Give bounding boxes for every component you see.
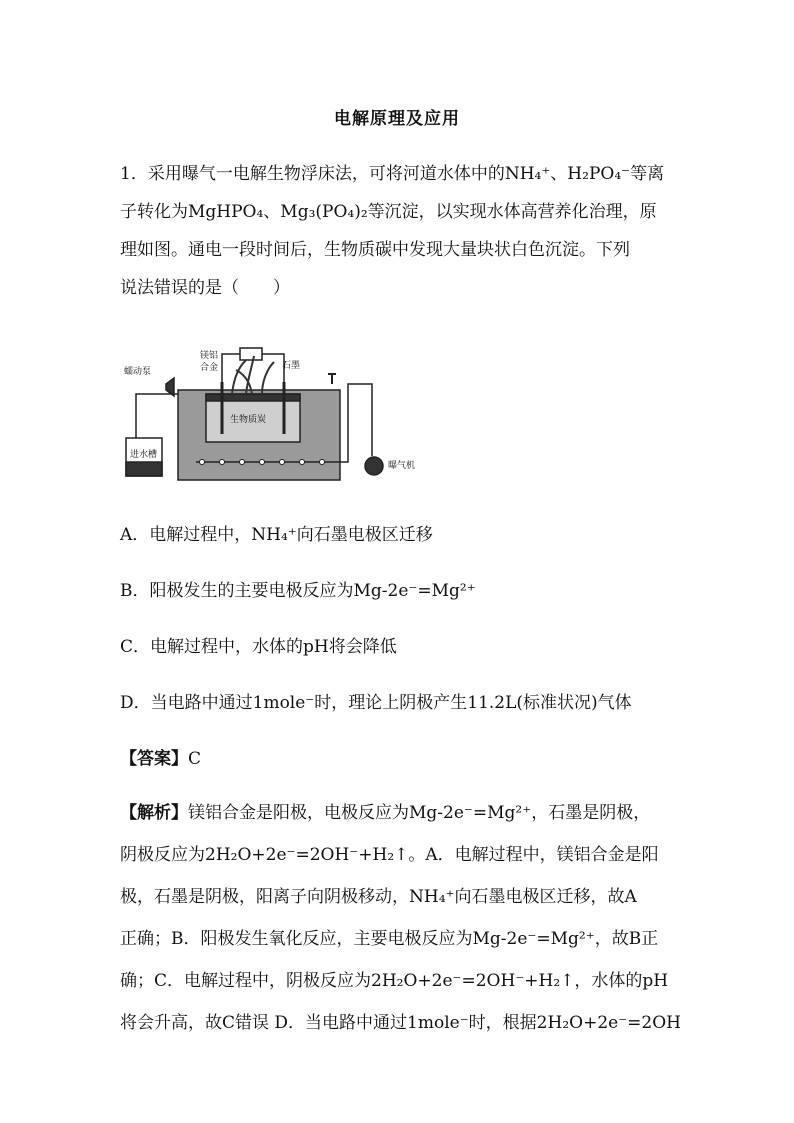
question-line: 子转化为MgHPO₄、Mg₃(PO₄)₂等沉淀，以实现水体高营养化治理，原: [120, 202, 657, 222]
graphite-label: 石墨: [282, 361, 301, 371]
analysis: [120, 792, 686, 1044]
question-line: 说法错误的是（ ）: [120, 278, 290, 298]
biochar-label: 生物质炭: [230, 415, 267, 425]
question-stem: [120, 155, 680, 307]
page-title: 电解原理及应用: [334, 109, 460, 129]
analysis-line: 镁铝合金是阳极，电极反应为Mg-2e⁻=Mg²⁺，石墨是阴极，: [188, 803, 651, 823]
option-d: D．当电路中通过1mole⁻时，理论上阴极产生11.2L(标准状况)气体: [120, 693, 632, 713]
answer-value: C: [188, 749, 202, 769]
option-a: A．电解过程中，NH₄⁺向石墨电极区迁移: [120, 525, 433, 545]
question-line: 1．采用曝气一电解生物浮床法，可将河道水体中的NH₄⁺、H₂PO₄⁻等离: [120, 164, 665, 184]
analysis-line: 将会升高，故C错误 D．当电路中通过1mole⁻时，根据2H₂O+2e⁻=2OH: [120, 1013, 681, 1033]
answer: [120, 744, 201, 769]
question-line: 理如图。通电一段时间后，生物质碳中发现大量块状白色沉淀。下列: [120, 240, 630, 260]
power-source: [240, 348, 262, 360]
analysis-line: 阴极反应为2H₂O+2e⁻=2OH⁻+H₂↑。A．电解过程中，镁铝合金是阳: [120, 845, 659, 865]
electrolysis-apparatus-diagram: [122, 338, 478, 488]
analysis-line: 正确；B．阳极发生氧化反应，主要电极反应为Mg-2e⁻=Mg²⁺，故B正: [120, 929, 659, 949]
alloy-label: 镁铝: [200, 351, 219, 361]
tank-label: 进水槽: [130, 450, 158, 460]
option-c: C．电解过程中，水体的pH将会降低: [120, 637, 397, 657]
option-b: B．阳极发生的主要电极反应为Mg-2e⁻=Mg²⁺: [120, 581, 476, 601]
answer-label: 【答案】: [120, 749, 188, 769]
aerator-symbol: [365, 457, 383, 475]
analysis-line: 极，石墨是阴极，阳离子向阴极移动，NH₄⁺向石墨电极区迁移，故A: [120, 887, 637, 907]
aerator-label: 曝气机: [388, 461, 416, 471]
pump-label: 蠕动泵: [124, 367, 152, 377]
plant-icon: [232, 356, 274, 394]
alloy-label: 合金: [200, 363, 219, 373]
analysis-label: 【解析】: [120, 803, 188, 823]
analysis-line: 确；C．电解过程中，阴极反应为2H₂O+2e⁻=2OH⁻+H₂↑，水体的pH: [120, 971, 669, 991]
